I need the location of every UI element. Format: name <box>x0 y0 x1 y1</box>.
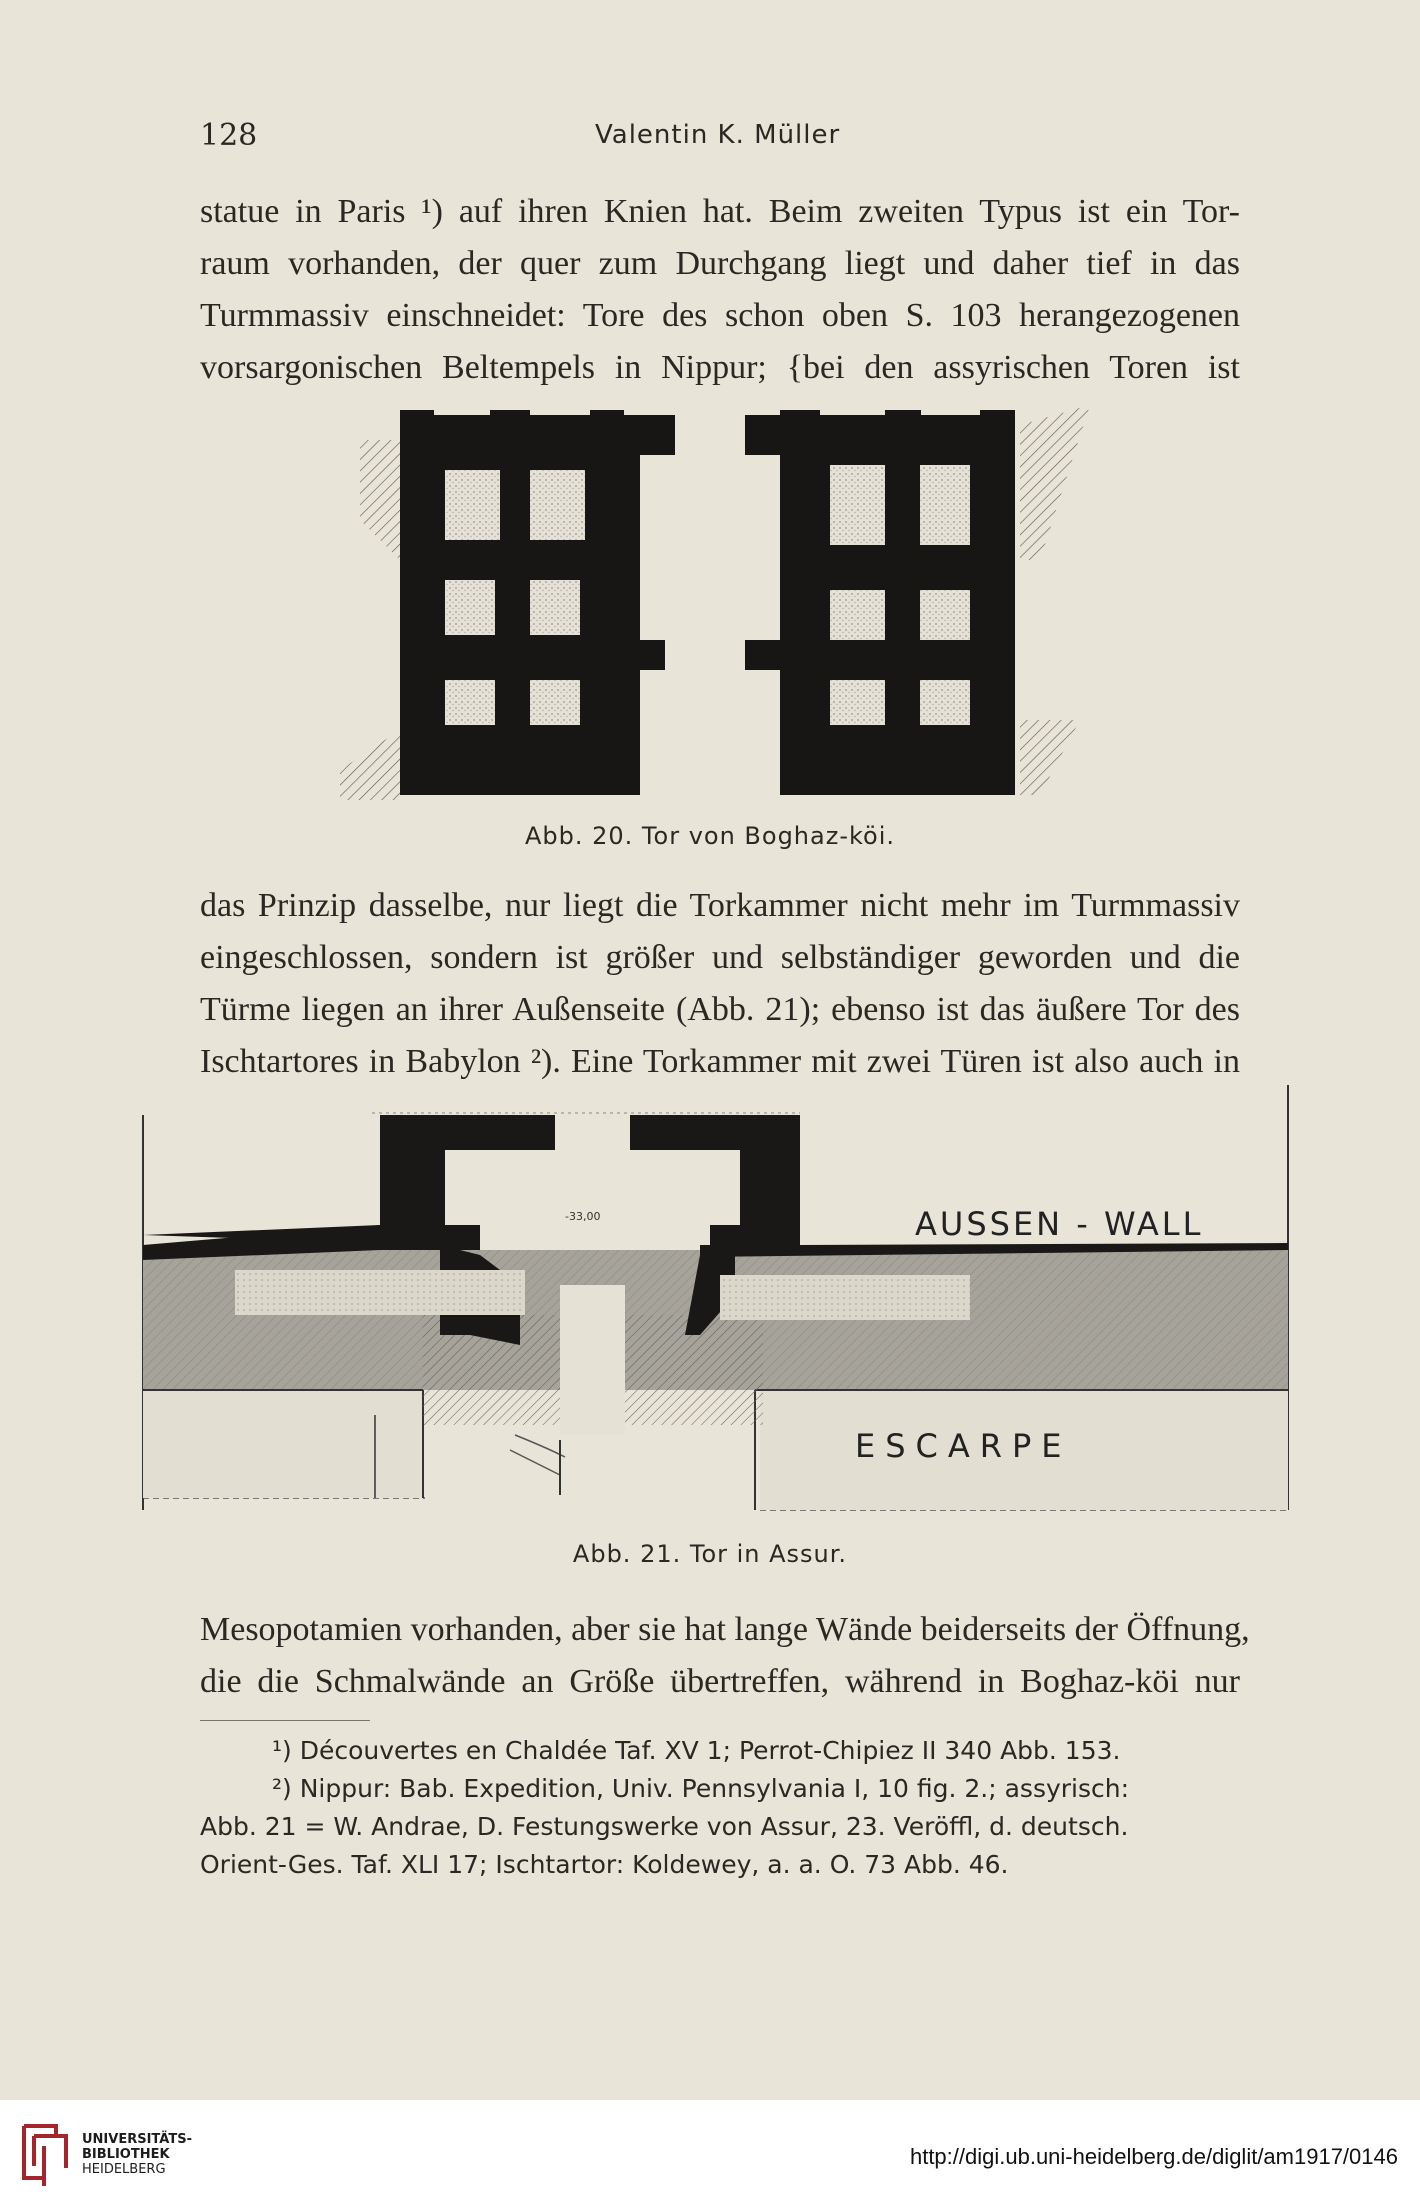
paragraph-2 <box>200 880 1240 1088</box>
figure-20-caption: Abb. 20. Tor von Boghaz-köi. <box>524 822 895 850</box>
library-footer <box>0 2100 1420 2205</box>
chamber <box>830 465 885 545</box>
figure-21-caption: Abb. 21. Tor in Assur. <box>572 1540 848 1568</box>
elevation-label: -33,00 <box>565 1210 601 1223</box>
text-line: Ischtartores in Babylon ²). Eine Torkammer mit zwei Türen ist also auch in <box>200 1043 1240 1080</box>
hatched-wall-left-top <box>360 440 400 560</box>
library-name <box>82 2132 192 2177</box>
text-line: raum vorhanden, der quer zum Durchgang liegt und daher tief in das <box>200 245 1240 282</box>
hatched-wall-left-bottom <box>340 730 400 800</box>
hatched-wall-right-top <box>1020 405 1090 560</box>
figure-20-gate-plan <box>340 400 1100 820</box>
chamber <box>530 680 580 725</box>
text-line: die die Schmalwände an Größe übertreffen, während in Boghaz-köi nur <box>200 1663 1240 1700</box>
text-line: das Prinzip dasselbe, nur liegt die Torkammer nicht mehr im Turmmassiv <box>200 887 1240 924</box>
footnotes <box>200 1732 1240 1884</box>
footnote-rule <box>200 1720 370 1721</box>
footnote-2-continued: Orient-Ges. Taf. XLI 17; Ischtartor: Koldewey, a. a. O. 73 Abb. 46. <box>200 1850 1009 1879</box>
chamber <box>920 465 970 545</box>
running-head: Valentin K. Müller <box>595 120 841 150</box>
chamber <box>530 580 580 635</box>
library-logo-icon <box>16 2118 76 2188</box>
chamber <box>920 590 970 640</box>
chamber <box>445 680 495 725</box>
right-tower <box>630 1115 800 1245</box>
chamber <box>920 680 970 725</box>
text-line: eingeschlossen, sondern ist größer und selbständiger geworden und die <box>200 939 1240 976</box>
text-line: statue in Paris ¹) auf ihren Knien hat. Beim zweiten Typus ist ein Tor- <box>200 193 1240 230</box>
chamber <box>445 580 495 635</box>
paragraph-1 <box>200 186 1240 394</box>
bench <box>235 1270 525 1315</box>
text-line: Turmmassiv einschneidet: Tore des schon oben S. 103 herangezogenen <box>200 297 1240 334</box>
chamber <box>445 470 500 540</box>
chamber <box>830 590 885 640</box>
library-name-line: BIBLIOTHEK <box>82 2147 170 2162</box>
page-header <box>200 118 1250 158</box>
hatched-wall-right-bottom <box>1020 720 1080 795</box>
chamber <box>530 470 585 540</box>
escarpe-label: ESCARPE <box>855 1427 1072 1465</box>
source-url-link[interactable]: http://digi.ub.uni-heidelberg.de/diglit/am1917/0146 <box>909 2144 1398 2169</box>
escarpe-area <box>143 1390 423 1498</box>
left-tower <box>380 1115 555 1250</box>
text-line: vorsargonischen Beltempels in Nippur; {bei den assyrischen Toren ist <box>200 349 1240 386</box>
chamber <box>830 680 885 725</box>
outer-wall-label: AUSSEN - WALL <box>915 1205 1204 1243</box>
library-name-line: UNIVERSITÄTS- <box>82 2132 192 2147</box>
library-name-line: HEIDELBERG <box>82 2162 166 2177</box>
paragraph-3 <box>200 1604 1250 1708</box>
text-line: Türme liegen an ihrer Außenseite (Abb. 21); ebenso ist das äußere Tor des <box>200 991 1240 1028</box>
footnote-1: ¹) Découvertes en Chaldée Taf. XV 1; Perrot-Chipiez II 340 Abb. 153. <box>272 1736 1121 1765</box>
footnote-2-continued: Abb. 21 = W. Andrae, D. Festungswerke von Assur, 23. Veröffl, d. deutsch. <box>200 1812 1129 1841</box>
figure-21-gate-plan <box>140 1085 1300 1525</box>
footnote-2: ²) Nippur: Bab. Expedition, Univ. Pennsylvania I, 10 fig. 2.; assyrisch: <box>272 1774 1130 1803</box>
page-number: 128 <box>200 118 258 153</box>
text-line: Mesopotamien vorhanden, aber sie hat lange Wände beiderseits der Öffnung, <box>200 1611 1250 1648</box>
bench <box>720 1275 970 1320</box>
